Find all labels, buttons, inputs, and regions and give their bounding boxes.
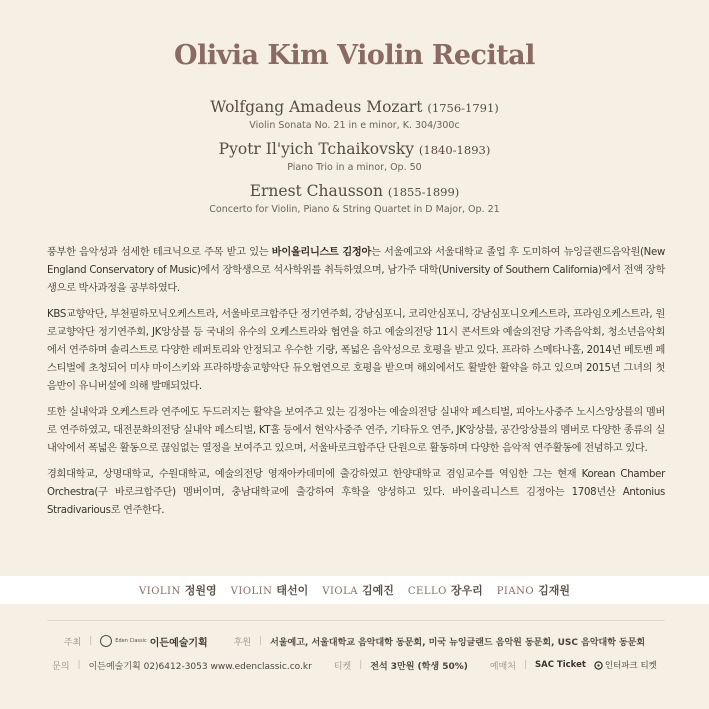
work-title: Piano Trio in a minor, Op. 50: [287, 162, 422, 173]
performer: VIOLIN 태선이: [230, 584, 309, 597]
composer: Pyotr Il'yich Tchaikovsky (1840-1893): [218, 140, 491, 158]
composer: Ernest Chausson (1855-1899): [249, 182, 460, 200]
performer: VIOLIN 정원영: [139, 584, 217, 597]
performer: VIOLA 김예진: [322, 584, 394, 597]
program-list: [0, 96, 709, 222]
interpark-ticket-logo: 인터파크 티켓: [594, 659, 657, 671]
program-item: [0, 138, 709, 174]
performer: CELLO 장우리: [407, 584, 483, 597]
bio-paragraph: 풍부한 음악성과 섬세한 테크닉으로 주목 받고 있는 바이올리니스트 김정아는 서울예고와 서울대학교 졸업 후 도미하여 뉴잉글랜드음악원(New England Conservatory of Music)에서 장학생으로 석사학위를 취득하였으며, 남가주 대학(University of Southern California)에서 전액 장학생으로 박사과정을 공부하였다.: [47, 247, 665, 294]
inquiry-label: 문의: [52, 661, 70, 672]
program-item: [0, 96, 709, 132]
work-title: Concerto for Violin, Piano & String Quartet in D Major, Op. 21: [209, 204, 500, 215]
recital-title: Olivia Kim Violin Recital: [174, 40, 535, 71]
work-title: Violin Sonata No. 21 in e minor, K. 304/300c: [249, 120, 460, 131]
footer-row-info: 문의 | 이든예술기획 02)6412-3053 www.edenclassic.co.kr 티켓 | 전석 3만원 (학생 50%) 예매처 | SAC Ticket 인터파크 티켓: [52, 660, 657, 672]
performer: PIANO 김재원: [496, 584, 570, 597]
bio-paragraph: 경희대학교, 상명대학교, 수원대학교, 예술의전당 영재아카데미에 출강하였고 한양대학교 겸임교수를 역임한 그는 현재 Korean Chamber Orchestra(구 바로크합주단) 멤버이며, 충남대학교에 출강하여 후학을 양성하고 있다. 바이올리니스트 김정아는 1708년산 Antonius Stradivarious로 연주한다.: [47, 469, 665, 516]
sac-ticket-logo: SAC Ticket: [535, 660, 586, 670]
ticket-price: 전석 3만원 (학생 50%): [370, 661, 468, 672]
program-item: [0, 180, 709, 216]
eden-classic-logo: Eden Classic 이든예술기획: [100, 634, 207, 649]
performers-bar: [0, 576, 709, 604]
ticket-label: 티켓: [333, 661, 352, 672]
composer: Wolfgang Amadeus Mozart (1756-1791): [210, 98, 499, 116]
sponsor-label: 후원: [233, 637, 252, 648]
artist-name: 바이올리니스트 김정아: [271, 247, 371, 258]
footer-credits: [0, 630, 709, 676]
interpark-icon: [594, 661, 603, 670]
artist-biography: [47, 244, 665, 528]
inquiry-info: 이든예술기획 02)6412-3053 www.edenclassic.co.kr: [88, 661, 312, 672]
footer-row-host: 주최 | Eden Classic 이든예술기획 후원 | 서울예고, 서울대학교 음악대학 동문회, 미국 뉴잉글랜드 음악원 동문회, USC 음악대학 동문회: [0, 630, 709, 652]
host-label: 주최: [63, 637, 82, 648]
divider: [47, 620, 665, 621]
bio-paragraph: 또한 실내악과 오케스트라 연주에도 두드러지는 활약을 보여주고 있는 김정아는 예술의전당 실내악 페스티벌, 피아노사중주 노시스앙상블의 멤버로 연주하였고, 대전문화의전당 실내악 페스티벌, KT홀 등에서 현악사중주 연주, 기타듀오 연주, JK앙상블, 공간앙상블의 멤버로 다양한 종류의 실내악에서 폭넓은 활동으로 끊임없는 열정을 보여주고 있으며, 서울바로크합주단 단원으로 활동하며 다양한 음악적 연주활동에 전념하고 있다.: [47, 407, 665, 454]
eden-logo-icon: [100, 635, 112, 647]
bio-paragraph: KBS교향악단, 부천필하모닉오케스트라, 서울바로크합주단 정기연주회, 강남심포니, 코리안심포니, 강남심포니오케스트라, 프라임오케스트라, 원로교향악단 정기연주회, JK앙상블 등 국내의 유수의 오케스트라와 협연을 하고 예술의전당 11시 콘서트와 예술의전당 가족음악회, 청소년음악회에서 연주하며 솔리스트로 다양한 레퍼토리와 안정되고 우수한 기량, 폭넓은 음악성으로 호평을 받고 있다. 프라하 스메타나홀, 2014년 베토벤 페스티벌에 초청되어 미샤 마이스키와 프라하방송교향악단 듀오협연으로 호평을 받으며 해외에서도 활발한 활약을 하고 있으며 2015년 그녀의 첫 음반이 유니버설에 의해 발매되었다.: [47, 309, 665, 392]
booking-label: 예매처: [489, 661, 516, 672]
sponsors: 서울예고, 서울대학교 음악대학 동문회, 미국 뉴잉글랜드 음악원 동문회, USC 음악대학 동문회: [270, 637, 646, 648]
